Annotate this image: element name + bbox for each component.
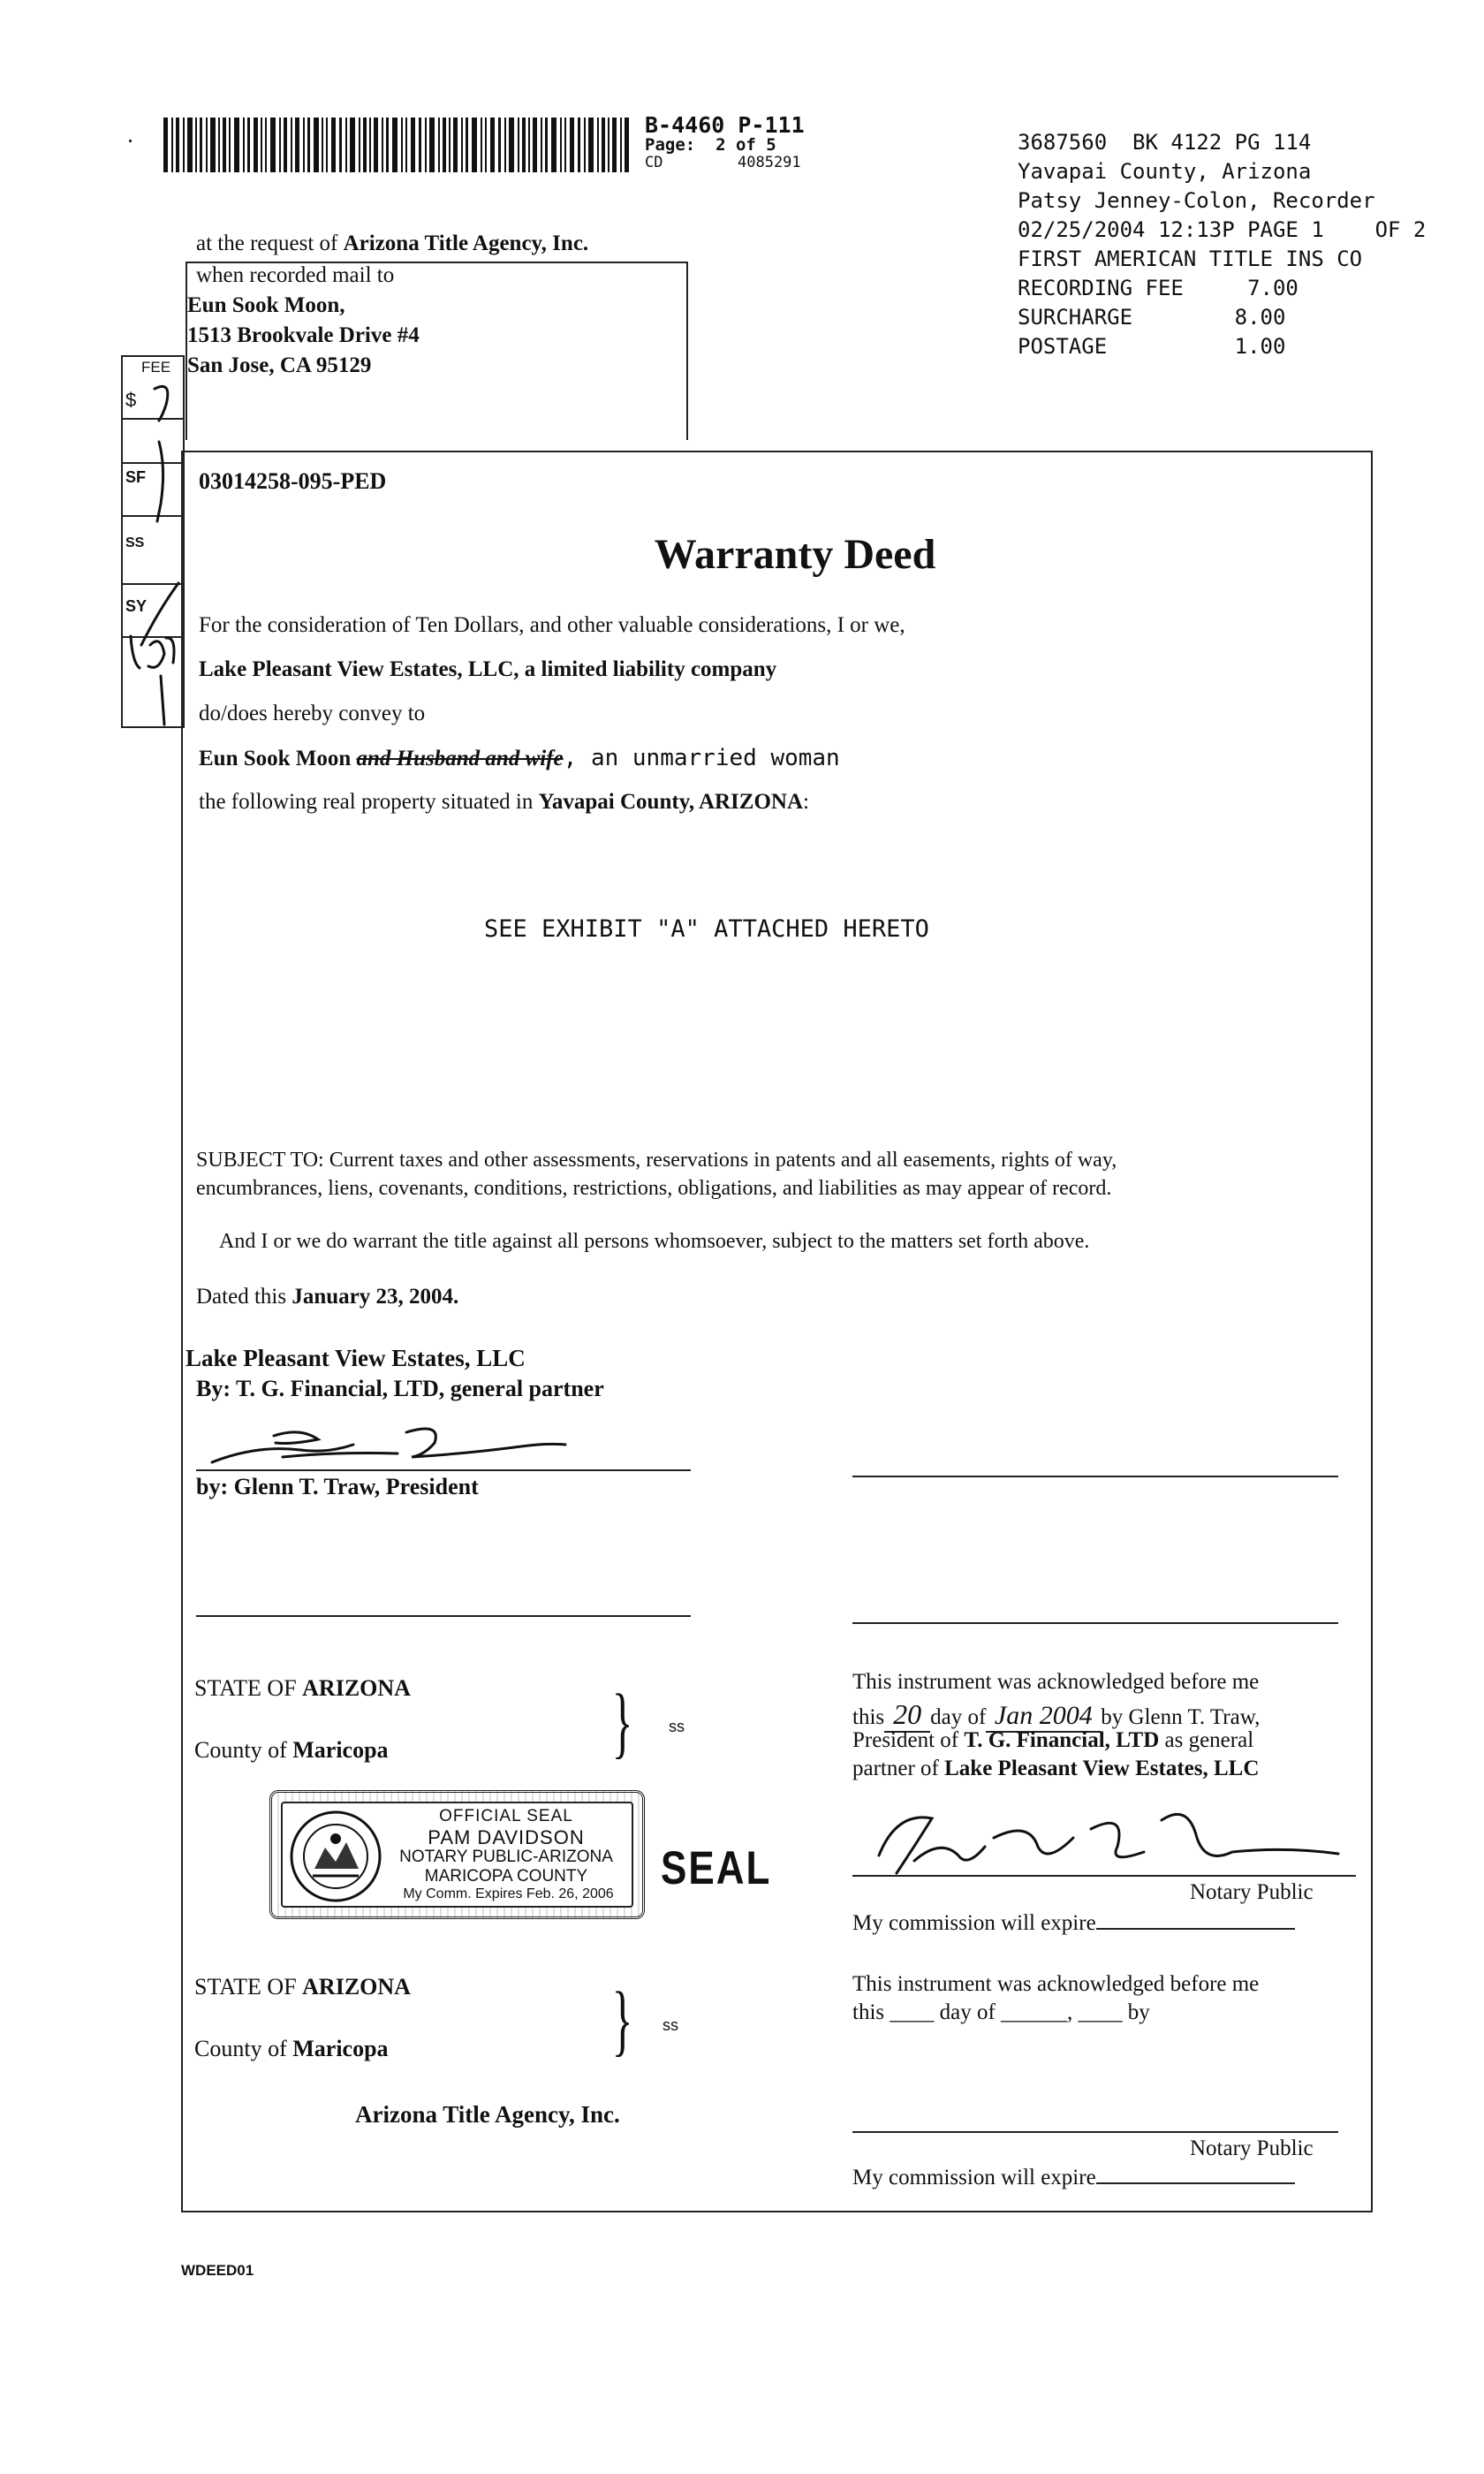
fee-dollar: $ <box>125 389 137 411</box>
dated-date: January 23, 2004. <box>292 1285 459 1309</box>
notary2-ack-line2: this ____ day of ______, ____ by <box>852 2000 1150 2024</box>
grantee-name: Eun Sook Moon <box>199 747 352 770</box>
mailto-name: Eun Sook Moon, <box>187 293 345 317</box>
grantee-line <box>199 745 840 771</box>
subject-to-line1: SUBJECT TO: Current taxes and other assessments, reservations in patents and all easements, rights of way, <box>196 1149 1117 1172</box>
notary1-state: STATE OF ARIZONA <box>194 1675 411 1701</box>
notary1-commission: My commission will expire <box>852 1909 1295 1936</box>
fee-label: FEE <box>141 359 171 376</box>
file-number: 03014258-095-PED <box>199 468 387 494</box>
scan-dot <box>129 140 132 142</box>
notary1-commission-blank <box>1096 1909 1295 1930</box>
notary2-brace: } <box>611 1977 633 2064</box>
notary2-commission-blank <box>1096 2163 1295 2184</box>
fee-sf: SF <box>125 468 147 486</box>
recording-line: FIRST AMERICAN TITLE INS CO <box>1018 247 1363 271</box>
subject-to-line2: encumbrances, liens, covenants, conditions, restrictions, obligations, and liabilities as may appear of record. <box>196 1177 1112 1200</box>
signature-line-left2 <box>196 1615 691 1617</box>
notary2-county: County of Maricopa <box>194 2036 389 2061</box>
book-reference: B-4460 P-111 <box>645 112 805 138</box>
warranty-statement: And I or we do warrant the title against all persons whomsoever, subject to the matters set forth above. <box>219 1230 1090 1253</box>
notary1-county: County of Maricopa <box>194 1737 389 1763</box>
notary1-ss: ss <box>669 1718 685 1735</box>
signatory-president: by: Glenn T. Traw, President <box>196 1474 479 1499</box>
notary2-ss: ss <box>662 2016 678 2034</box>
recording-line: 02/25/2004 12:13P PAGE 1 OF 2 <box>1018 217 1427 242</box>
recording-line: SURCHARGE 8.00 <box>1018 305 1286 330</box>
page-of: Page: 2 of 5 <box>645 135 776 155</box>
property-state: ARIZONA <box>698 790 804 814</box>
property-county: Yavapai County, <box>538 790 699 814</box>
signature-line-right2 <box>852 1622 1338 1624</box>
notary1-notary-public: Notary Public <box>1190 1880 1314 1904</box>
notary1-ack-day: 20 <box>884 1698 930 1733</box>
notary2-notary-public: Notary Public <box>1190 2136 1314 2160</box>
seal-stamp-text: SEAL <box>661 1842 772 1894</box>
notary2-ack-line1: This instrument was acknowledged before me <box>852 1972 1260 1996</box>
notary1-ack-line1: This instrument was acknowledged before me <box>852 1670 1260 1694</box>
cd-label: CD <box>645 154 663 171</box>
recording-line: Patsy Jenney-Colon, Recorder <box>1018 188 1375 213</box>
seal-line3: NOTARY PUBLIC-ARIZONA <box>399 1848 613 1866</box>
notary-seal <box>269 1790 645 1919</box>
form-code: WDEED01 <box>181 2262 254 2279</box>
dated-line: Dated this January 23, 2004. <box>196 1285 459 1309</box>
consideration-text: For the consideration of Ten Dollars, and other valuable considerations, I or we, <box>199 613 905 637</box>
recording-line: RECORDING FEE 7.00 <box>1018 276 1298 300</box>
request-line: at the request of Arizona Title Agency, Inc. <box>196 231 589 255</box>
notary1-signature-line <box>852 1875 1356 1877</box>
signatory-entity: Lake Pleasant View Estates, LLC <box>186 1345 526 1371</box>
grantor-signature-line <box>196 1469 691 1471</box>
notary2-state: STATE OF ARIZONA <box>194 1974 411 2000</box>
notary-signature <box>861 1802 1356 1882</box>
notary1-brace: } <box>611 1679 633 1766</box>
fee-sy: SY <box>125 597 148 615</box>
notary2-commission: My commission will expire <box>852 2163 1295 2190</box>
grantor-signature <box>203 1418 574 1471</box>
property-line: the following real property situated in Yavapai County, ARIZONA: <box>199 790 809 814</box>
arizona-seal-emblem <box>288 1809 383 1904</box>
seal-line2: PAM DAVIDSON <box>428 1826 585 1848</box>
cd-number: 4085291 <box>738 154 801 171</box>
exhibit-reference: SEE EXHIBIT "A" ATTACHED HERETO <box>484 915 929 943</box>
recording-line: Yavapai County, Arizona <box>1018 159 1312 184</box>
notary1-ack-line3: President of T. G. Financial, LTD as general <box>852 1728 1254 1752</box>
request-agency: Arizona Title Agency, Inc. <box>343 231 589 255</box>
mailto-box <box>186 262 688 440</box>
mailto-address1: 1513 Brookvale Drive #4 <box>187 323 420 347</box>
recording-line: 3687560 BK 4122 PG 114 <box>1018 130 1312 155</box>
fee-ss: SS <box>125 535 145 550</box>
seal-line5: My Comm. Expires Feb. 26, 2006 <box>403 1886 614 1901</box>
notary1-ack-date: Jan 2004 <box>986 1701 1101 1733</box>
seal-line1: OFFICIAL SEAL <box>439 1807 573 1825</box>
notary2-agency: Arizona Title Agency, Inc. <box>355 2101 620 2128</box>
notary1-ack-line4: partner of Lake Pleasant View Estates, LLC <box>852 1757 1260 1780</box>
seal-line4: MARICOPA COUNTY <box>424 1867 588 1886</box>
grantee-typed-text: , an unmarried woman <box>563 745 840 771</box>
mailto-address2: San Jose, CA 95129 <box>187 353 372 377</box>
document-title: Warranty Deed <box>654 531 936 578</box>
grantee-struck-text: and Husband and wife <box>356 747 564 770</box>
barcode <box>163 118 632 176</box>
notary2-signature-line <box>852 2131 1338 2133</box>
grantor: Lake Pleasant View Estates, LLC, a limited liability company <box>199 657 777 681</box>
signatory-partner: By: T. G. Financial, LTD, general partner <box>196 1376 604 1401</box>
when-recorded-label: when recorded mail to <box>196 263 395 287</box>
notary1-ack-line2: this 20 day of Jan 2004 by Glenn T. Traw, <box>852 1698 1260 1733</box>
recording-block <box>1018 128 1426 361</box>
signature-line-right1 <box>852 1476 1338 1477</box>
recording-line: POSTAGE 1.00 <box>1018 334 1286 359</box>
convey-text: do/does hereby convey to <box>199 702 426 725</box>
